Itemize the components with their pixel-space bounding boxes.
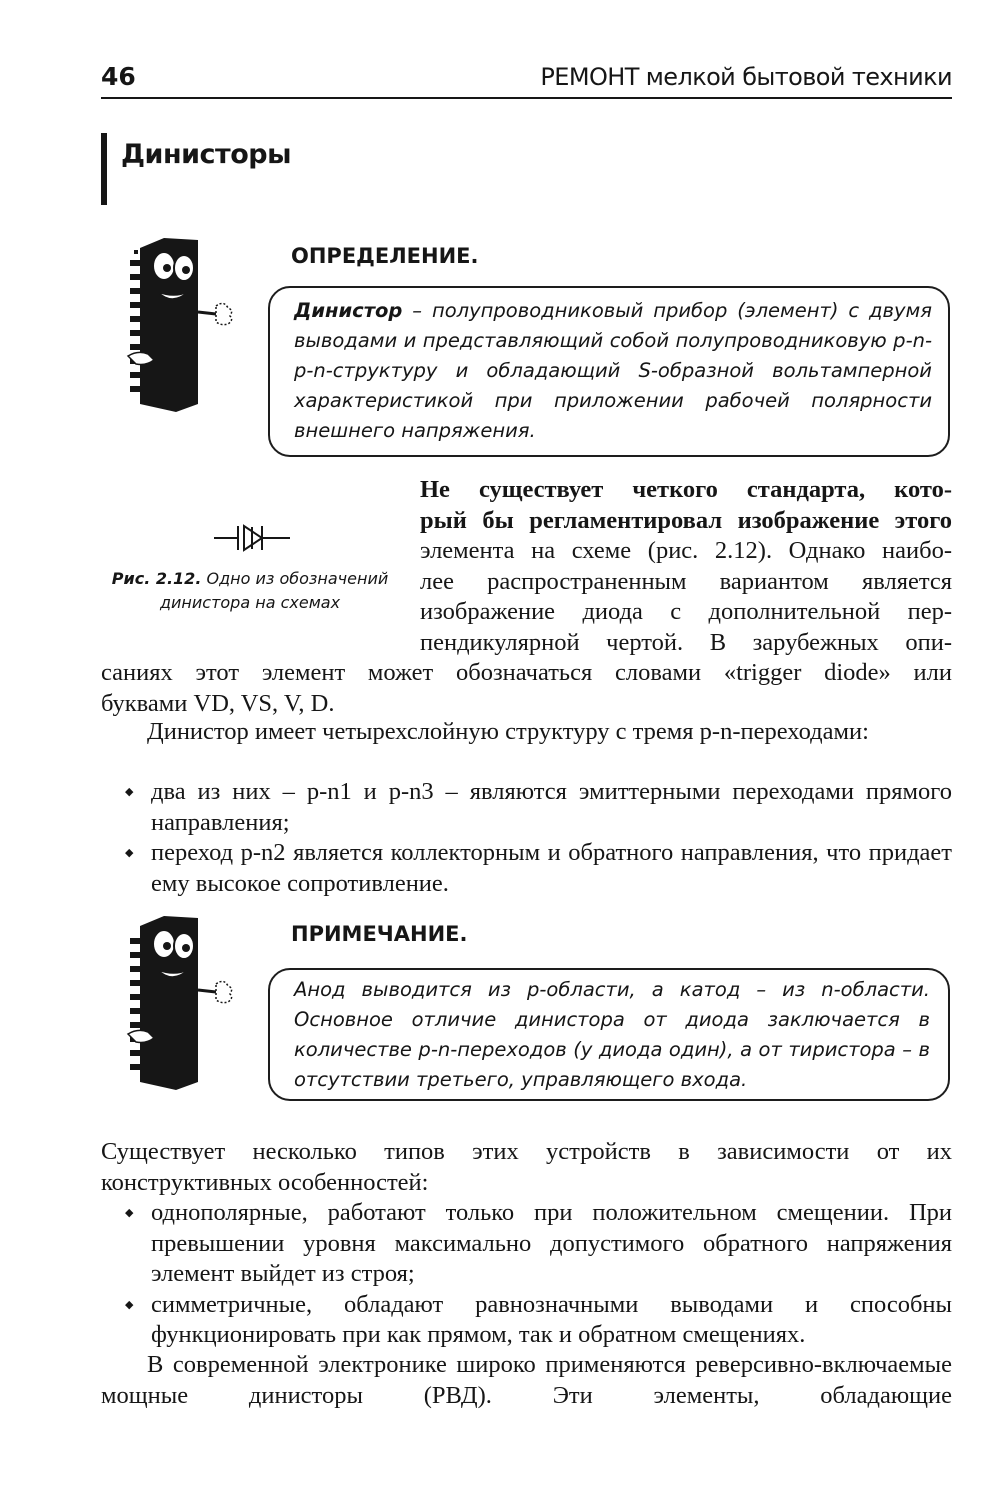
note-box: [268, 968, 950, 1101]
header-rule: [101, 97, 952, 99]
definition-label: ОПРЕДЕЛЕНИЕ.: [291, 244, 479, 268]
para1-line: буквами VD, VS, V, D.: [101, 689, 335, 717]
dinistor-symbol-icon: [214, 523, 290, 553]
para1-wrapped: [420, 475, 952, 658]
para3: Существует несколько типов этих устройств в зависимости от их конструктивных особенностей:: [101, 1138, 952, 1196]
definition-text: – полупроводниковый прибор (элемент) с двумя выводами и представляющий собой полупроводниковую p-n-p-n-структуру и обладающий S-образной вольтамперной характеристикой при приложении рабочей полярности внешнего напряжения.: [294, 299, 932, 442]
types-list: [101, 1198, 952, 1351]
para1-line: изображение диода с дополнительной пер-: [420, 598, 952, 625]
definition-term: Динистор: [294, 299, 403, 322]
list-item: ◆ два из них – p-n1 и p-n3 – являются эмиттерными переходами прямого направления;: [101, 777, 952, 838]
figure-caption: [100, 567, 400, 615]
list-item: ◆ переход p-n2 является коллекторным и обратного направления, что придает ему высокое сопротивление.: [101, 838, 952, 899]
chip-mascot-icon: [124, 914, 244, 1094]
chip-mascot-icon: [124, 236, 244, 416]
para1-line: саниях этот элемент может обозначаться словами «trigger diode» или: [101, 659, 952, 686]
para1-line: Не существует четкого стандарта, кото-: [420, 476, 952, 503]
para1-line: пендикулярной чертой. В зарубежных опи-: [420, 628, 952, 656]
para4: В современной электронике широко применяются реверсивно-включаемые мощные динисторы (РВД). Эти элементы, обладающие: [101, 1351, 952, 1409]
para2: Динистор имеет четырехслойную структуру с тремя p-n-переходами:: [147, 718, 869, 745]
list-item: ◆ однополярные, работают только при положительном смещении. При превышении уровня максимально допустимого обратного напряжения элемент выйдет из строя;: [101, 1198, 952, 1290]
definition-box: [268, 286, 950, 457]
section-bar: [101, 133, 107, 205]
para1-line: элемента на схеме (рис. 2.12). Однако наибо-: [420, 537, 952, 564]
page-number: 46: [101, 62, 136, 91]
section-title: Динисторы: [121, 139, 291, 170]
para1-full: [101, 658, 952, 719]
note-text: Анод выводится из p-области, а катод – из n-области. Основное отличие динистора от диода заключается в количестве p-n-переходов (у диода один), а от тиристора – в отсутствии третьего, управляющего входа.: [294, 978, 930, 1091]
junctions-list: [101, 777, 952, 899]
figure-number: Рис. 2.12.: [111, 569, 202, 588]
running-header: РЕМОНТ мелкой бытовой техники: [540, 63, 952, 91]
para1-line: лее распространенным вариантом является: [420, 567, 952, 595]
para1-line: рый бы регламентировал изображение этого: [420, 506, 952, 534]
note-label: ПРИМЕЧАНИЕ.: [291, 922, 468, 946]
list-item: ◆ симметричные, обладают равнозначными выводами и способны функционировать при как прямом, так и обратном смещениях.: [101, 1290, 952, 1351]
figure-caption-text: Одно из обозначений динистора на схемах: [159, 569, 389, 612]
